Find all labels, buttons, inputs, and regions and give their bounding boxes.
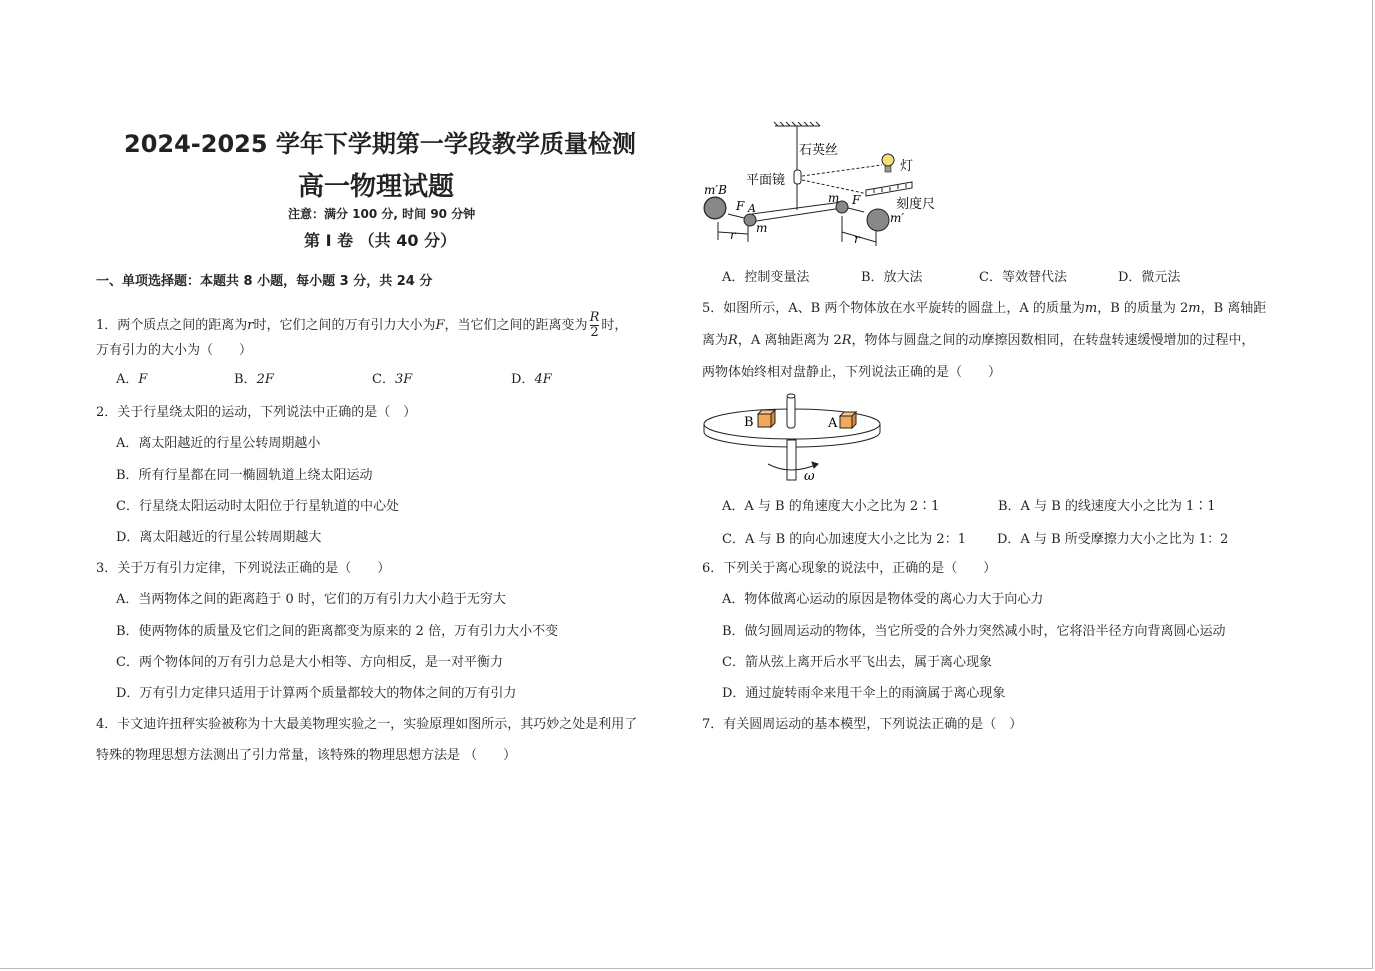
subject-title: 高一物理试题: [298, 172, 455, 202]
q1-option-b[interactable]: B．2F: [234, 372, 274, 387]
section-heading: 一、单项选择题：本题共 8 小题，每小题 3 分，共 24 分: [96, 274, 433, 289]
label-r-right: r: [854, 232, 860, 246]
q1-stem: 1．两个质点之间的距离为r时，它们之间的万有引力大小为F，当它们之间的距离变为 $\frac{R}{2}$ 时，: [96, 310, 628, 340]
label-m-prime: m′: [890, 211, 905, 225]
q6-option-a[interactable]: A．物体做离心运动的原因是物体受的离心力大于向心力: [722, 592, 1044, 607]
q4-option-d[interactable]: D．微元法: [1118, 270, 1181, 285]
q4-option-a[interactable]: A．控制变量法: [722, 270, 810, 285]
q5-stem-line1: 5．如图所示，A、B 两个物体放在水平旋转的圆盘上，A 的质量为m，B 的质量为 2m，B 离轴距: [702, 301, 1267, 316]
label-omega: ω: [804, 469, 815, 484]
q3-option-a[interactable]: A．当两物体之间的距离趋于 0 时，它们的万有引力大小趋于无穷大: [116, 592, 506, 607]
small-sphere-a: [744, 214, 756, 226]
lamp-icon: [882, 154, 894, 172]
q5-option-c[interactable]: C．A 与 B 的向心加速度大小之比为 2：1: [722, 532, 966, 547]
q2-option-c[interactable]: C．行星绕太阳运动时太阳位于行星轨道的中心处: [116, 499, 399, 514]
q6-option-c[interactable]: C．箭从弦上离开后水平飞出去，属于离心现象: [722, 655, 992, 670]
q5-option-d[interactable]: D．A 与 B 所受摩擦力大小之比为 1：2: [997, 532, 1229, 547]
label-a: A: [828, 416, 838, 431]
block-b: [758, 410, 775, 427]
rotating-disc-figure: [700, 392, 884, 486]
q5-stem-line2: 离为R，A 离轴距离为 2R，物体与圆盘之间的动摩擦因数相同，在转盘转速缓慢增加的过程中，: [702, 333, 1255, 348]
q2-option-d[interactable]: D．离太阳越近的行星公转周期越大: [116, 530, 322, 545]
q1-fraction: $\frac{R}{2}$: [589, 310, 600, 340]
q3-option-d[interactable]: D．万有引力定律只适用于计算两个质量都较大的物体之间的万有引力: [116, 686, 517, 701]
q2-option-a[interactable]: A．离太阳越近的行星公转周期越小: [116, 436, 321, 451]
q5-stem-line3: 两物体始终相对盘静止，下列说法正确的是（ ）: [702, 365, 1002, 380]
label-m-right: m: [828, 191, 840, 205]
q4-option-b[interactable]: B．放大法: [861, 270, 923, 285]
exam-note: 注意：满分 100 分, 时间 90 分钟: [288, 207, 476, 221]
q7-stem: 7．有关圆周运动的基本模型，下列说法正确的是（ ）: [702, 717, 1023, 732]
label-f-left: F: [736, 199, 745, 213]
label-m-left: m: [756, 221, 768, 235]
large-sphere-right: [867, 209, 889, 231]
label-mirror: 平面镜: [746, 173, 786, 188]
q2-stem: 2．关于行星绕太阳的运动，下列说法中正确的是（ ）: [96, 405, 417, 420]
label-b: B: [744, 415, 754, 430]
torsion-balance-figure: [700, 118, 950, 256]
q6-option-d[interactable]: D．通过旋转雨伞来甩干伞上的雨滴属于离心现象: [722, 686, 1006, 701]
q1-option-a[interactable]: A．F: [116, 372, 148, 387]
label-m-prime-b: m′B: [704, 183, 727, 197]
label-scale: 刻度尺: [896, 197, 936, 212]
volume-heading: 第 I 卷 （共 40 分）: [304, 231, 457, 250]
q1-option-c[interactable]: C．3F: [372, 372, 413, 387]
q6-option-b[interactable]: B．做匀圆周运动的物体，当它所受的合外力突然减小时，它将沿半径方向背离圆心运动: [722, 624, 1226, 639]
q3-option-c[interactable]: C．两个物体间的万有引力总是大小相等、方向相反，是一对平衡力: [116, 655, 503, 670]
label-a: A: [748, 202, 756, 215]
block-a: [840, 412, 856, 428]
q3-stem: 3．关于万有引力定律，下列说法正确的是（ ）: [96, 561, 391, 576]
q2-option-b[interactable]: B．所有行星都在同一椭圆轨道上绕太阳运动: [116, 468, 373, 483]
exam-title: 2024-2025 学年下学期第一学段教学质量检测: [124, 130, 636, 158]
label-lamp: 灯: [900, 159, 914, 174]
label-quartz: 石英丝: [799, 143, 839, 158]
q3-option-b[interactable]: B．使两物体的质量及它们之间的距离都变为原来的 2 倍，万有引力大小不变: [116, 624, 559, 639]
q4-option-c[interactable]: C．等效替代法: [979, 270, 1067, 285]
q4-stem-line2: 特殊的物理思想方法测出了引力常量，该特殊的物理思想方法是 （ ）: [96, 748, 517, 763]
label-r-left: r: [730, 228, 736, 242]
q4-stem-line1: 4．卡文迪许扭秤实验被称为十大最美物理实验之一，实验原理如图所示，其巧妙之处是利用了: [96, 717, 638, 732]
large-sphere-left: [705, 198, 725, 218]
q5-option-a[interactable]: A．A 与 B 的角速度大小之比为 2∶1: [722, 499, 940, 514]
q6-stem: 6．下列关于离心现象的说法中，正确的是（ ）: [702, 561, 997, 576]
q5-option-b[interactable]: B．A 与 B 的线速度大小之比为 1∶1: [998, 499, 1216, 514]
q1-stem-line2: 万有引力的大小为（ ）: [96, 343, 253, 358]
label-f-right: F: [852, 193, 861, 207]
q1-option-d[interactable]: D．4F: [511, 372, 552, 387]
